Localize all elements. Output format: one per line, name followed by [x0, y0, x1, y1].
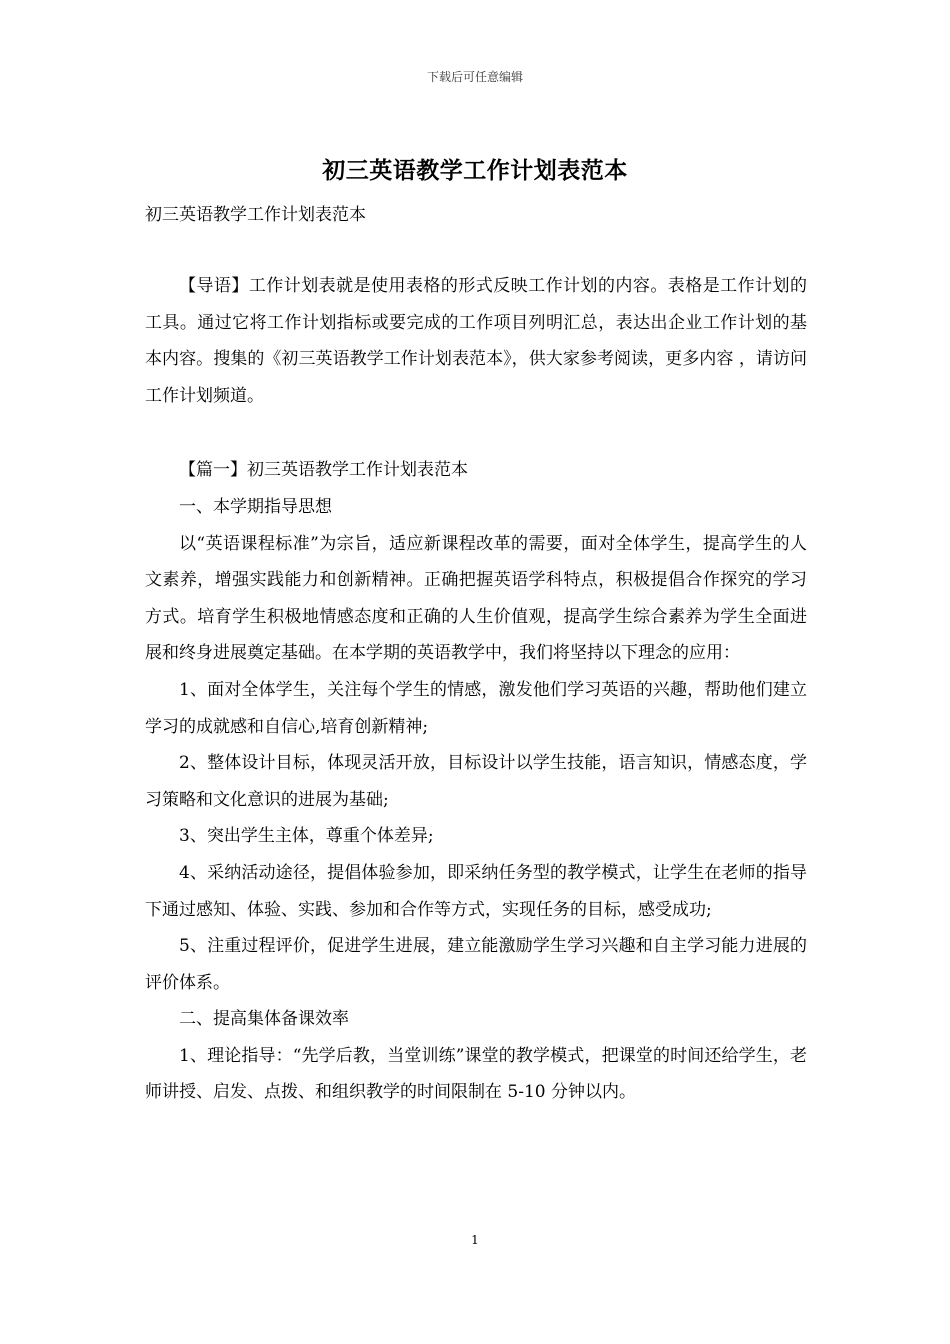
page-header: 下载后可任意编辑: [426, 70, 523, 84]
document-subtitle: 初三英语教学工作计划表范本: [145, 205, 366, 225]
intro-paragraph: 【导语】工作计划表就是使用表格的形式反映工作计划的内容。表格是工作计划的工具。通过它将工作计划指标或要完成的工作项目列明汇总，表达出企业工作计划的基本内容。搜集的《初三英语教学工作计划表范本》，供大家参考阅读，更多内容 ，请访问工作计划频道。: [145, 276, 807, 406]
list-item-4: 4、采纳活动途径，提倡体验参加，即采纳任务型的教学模式，让学生在老师的指导下通过感知、体验、实践、参加和合作等方式，实现任务的目标，感受成功;: [145, 862, 807, 920]
document-title: 初三英语教学工作计划表范本: [322, 157, 628, 184]
spacer: [145, 414, 807, 452]
heading-lesson-prep: 二、提高集体备课效率: [179, 1009, 349, 1030]
list-item-5: 5、注重过程评价，促进学生进展，建立能激励学生学习兴趣和自主学习能力进展的评价体系。: [145, 936, 807, 993]
page-number: 1: [471, 1233, 479, 1247]
section-title: 【篇一】初三英语教学工作计划表范本: [179, 460, 468, 481]
document-body: [145, 268, 807, 1111]
list-item-2: 2、整体设计目标，体现灵活开放，目标设计以学生技能，语言知识，情感态度，学习策略和文化意识的进展为基础;: [145, 753, 807, 810]
heading-guiding-ideology: 一、本学期指导思想: [179, 496, 332, 517]
list-item-3: 3、突出学生主体，尊重个体差异;: [179, 826, 434, 847]
paragraph-theory-guidance: 1、理论指导：“先学后教，当堂训练”课堂的教学模式，把课堂的时间还给学生，老师讲授、启发、点拨、和组织教学的时间限制在 5-10 分钟以内。: [145, 1045, 807, 1103]
list-item-1: 1、面对全体学生，关注每个学生的情感，激发他们学习英语的兴趣，帮助他们建立学习的成就感和自信心,培育创新精神;: [145, 679, 807, 737]
paragraph-guiding-ideology: 以“英语课程标准”为宗旨，适应新课程改革的需要，面对全体学生，提高学生的人文素养，增强实践能力和创新精神。正确把握英语学科特点，积极提倡合作探究的学习方式。培育学生积极地情感态度和正确的人生价值观，提高学生综合素养为学生全面进展和终身进展奠定基础。在本学期的英语教学中，我们将坚持以下理念的应用：: [145, 533, 807, 664]
